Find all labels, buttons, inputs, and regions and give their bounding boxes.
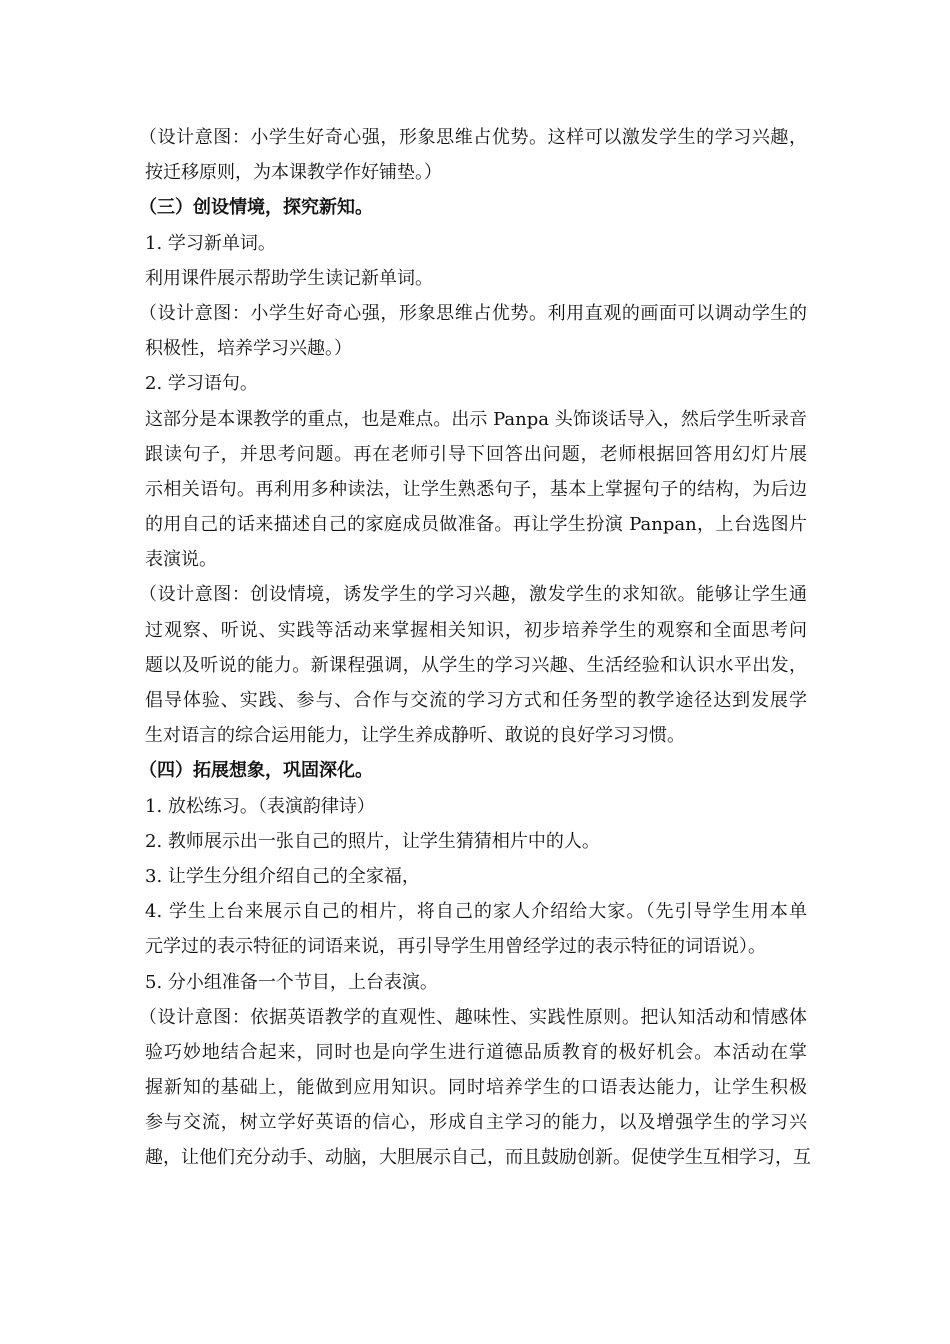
text-line: 生对语言的综合运用能力，让学生养成静听、敢说的良好学习习惯。	[145, 725, 685, 747]
step-item	[145, 894, 807, 964]
step-item	[145, 965, 807, 1000]
text-line: 验巧妙地结合起来，同时也是向学生进行道德品质教育的极好机会。本活动在掌	[145, 1041, 807, 1063]
step-item	[145, 789, 807, 824]
text-line: （设计意图：小学生好奇心强，形象思维占优势。利用直观的画面可以调动学生的	[139, 302, 807, 324]
text-line: 趣，让他们充分动手、动脑，大胆展示自己，而且鼓励创新。促使学生互相学习，互	[145, 1147, 811, 1169]
text-line: 2. 学习语句。	[145, 373, 258, 395]
text-line: 倡导体验、实践、参与、合作与交流的学习方式和任务型的教学途径达到发展学	[145, 690, 807, 711]
text-line: 表演说。	[145, 549, 217, 571]
text-line: 按迁移原则，为本课教学作好铺垫。）	[145, 162, 442, 184]
design-intent-note	[139, 120, 807, 190]
text-line: 2. 教师展示出一张自己的照片，让学生猜猜相片中的人。	[145, 830, 600, 852]
text-line: （设计意图：创设情境，诱发学生的学习兴趣，激发学生的求知欲。能够让学生通	[139, 584, 807, 606]
text-line: 5. 分小组准备一个节目，上台表演。	[145, 971, 438, 993]
text-line: 利用课件展示帮助学生读记新单词。	[145, 267, 433, 289]
text-line: 4. 学生上台来展示自己的相片，将自己的家人介绍给大家。（先引导学生用本单	[145, 901, 807, 923]
body-paragraph	[145, 261, 807, 296]
text-line: 的用自己的话来描述自己的家庭成员做准备。再让学生扮演 Panpan，上台选图片	[145, 514, 807, 536]
text-line: 参与交流，树立学好英语的信心，形成自主学习的能力，以及增强学生的学习兴	[145, 1112, 807, 1134]
section-heading	[139, 753, 807, 788]
text-line: 1. 放松练习。（表演韵律诗）	[145, 795, 375, 817]
step-item	[145, 226, 807, 261]
step-item	[145, 859, 807, 894]
design-intent-note	[139, 1000, 811, 1176]
text-line: 1. 学习新单词。	[145, 232, 276, 254]
text-line: 元学过的表示特征的词语来说，再引导学生用曾经学过的表示特征的词语说）。	[145, 936, 766, 958]
text-line: 积极性，培养学习兴趣。）	[145, 338, 352, 360]
step-item	[145, 824, 807, 859]
section-heading-text: （四）拓展想象，巩固深化。	[139, 760, 373, 782]
text-line: 握新知的基础上，能做到应用知识。同时培养学生的口语表达能力，让学生积极	[145, 1077, 807, 1099]
text-line: 3. 让学生分组介绍自己的全家福，	[145, 865, 420, 887]
text-line: 跟读句子，并思考问题。再在老师引导下回答出问题，老师根据回答用幻灯片展	[145, 443, 807, 465]
section-heading-text: （三）创设情境，探究新知。	[139, 197, 373, 219]
document-page	[139, 120, 811, 1176]
design-intent-note	[139, 296, 807, 366]
design-intent-note	[139, 577, 807, 753]
text-line: 过观察、听说、实践等活动来掌握相关知识，初步培养学生的观察和全面思考问	[145, 619, 807, 641]
step-item	[145, 366, 807, 401]
text-line: （设计意图：依据英语教学的直观性、趣味性、实践性原则。把认知活动和情感体	[139, 1006, 807, 1028]
text-line: （设计意图：小学生好奇心强，形象思维占优势。这样可以激发学生的学习兴趣，	[139, 127, 807, 148]
body-paragraph	[145, 402, 807, 578]
section-heading	[139, 190, 807, 225]
text-line: 题以及听说的能力。新课程强调，从学生的学习兴趣、生活经验和认识水平出发，	[145, 654, 807, 676]
text-line: 示相关语句。再利用多种读法，让学生熟悉句子，基本上掌握句子的结构，为后边	[145, 478, 807, 500]
text-line: 这部分是本课教学的重点，也是难点。出示 Panpa 头饰谈话导入，然后学生听录音	[145, 408, 807, 430]
